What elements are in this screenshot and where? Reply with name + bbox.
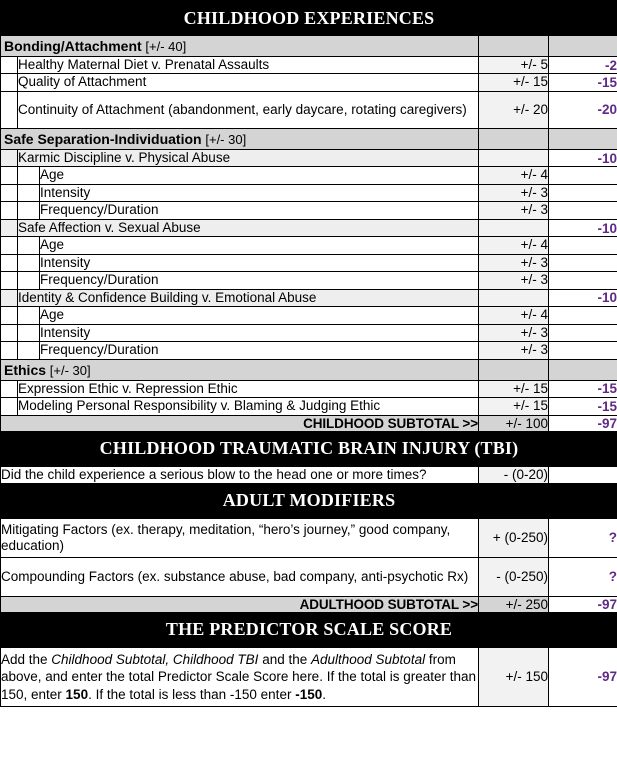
indent-cell: [1, 237, 18, 254]
row-score-karmic-intensity[interactable]: [549, 184, 617, 201]
row-score-compounding-factors[interactable]: ?: [549, 557, 617, 596]
indent-cell-2: [18, 254, 40, 271]
subtotal-row-childhood: [1, 415, 617, 431]
subtotal-score-childhood[interactable]: -97: [549, 415, 617, 431]
section-name-bonding: Bonding/Attachment: [4, 38, 142, 54]
section-header-ethics-range-cell: [479, 359, 549, 380]
row-label-identity-intensity: Intensity: [40, 324, 479, 341]
subtotal-range-childhood: +/- 100: [479, 415, 549, 431]
row-range-affection-age: +/- 4: [479, 237, 549, 254]
indent-cell: [1, 398, 18, 415]
banner-adult-modifiers: ADULT MODIFIERS: [1, 483, 617, 518]
indent-cell-2: [18, 184, 40, 201]
row-score-karmic-discipline[interactable]: -10: [549, 149, 617, 166]
indent-cell: [1, 254, 18, 271]
row-label-expression-ethic: Expression Ethic v. Repression Ethic: [18, 380, 479, 397]
section-header-ethics-score-cell: [549, 359, 617, 380]
row-label-karmic-discipline: Karmic Discipline v. Physical Abuse: [18, 149, 479, 166]
indent-cell-2: [18, 324, 40, 341]
row-range-karmic-age: +/- 4: [479, 167, 549, 184]
predictor-text-part1: Add the: [1, 651, 52, 667]
subtotal-row-adulthood: [1, 596, 617, 612]
row-score-identity-confidence[interactable]: -10: [549, 289, 617, 306]
table-row: [1, 380, 617, 397]
row-label-healthy-maternal-diet: Healthy Maternal Diet v. Prenatal Assaults: [18, 57, 479, 74]
row-label-karmic-age: Age: [40, 167, 479, 184]
banner-row-predictor-scale-score: [1, 612, 617, 647]
section-header-bonding: [1, 36, 617, 57]
indent-cell-2: [18, 272, 40, 289]
section-header-safe-separation-range-cell: [479, 128, 549, 149]
predictor-emphasis-adulthood: Adulthood Subtotal: [310, 651, 426, 667]
indent-cell: [1, 91, 18, 128]
table-row: [1, 57, 617, 74]
table-row: [1, 74, 617, 91]
row-label-mitigating-factors: Mitigating Factors (ex. therapy, meditation, “hero’s journey,” good company, education): [1, 518, 479, 557]
indent-cell-2: [18, 237, 40, 254]
row-range-expression-ethic: +/- 15: [479, 380, 549, 397]
indent-cell-2: [18, 307, 40, 324]
row-range-affection-intensity: +/- 3: [479, 254, 549, 271]
table-row: [1, 307, 617, 324]
subtotal-range-adulthood: +/- 250: [479, 596, 549, 612]
predictor-text-part2: and the: [258, 651, 311, 667]
table-row: [1, 219, 617, 236]
section-header-safe-separation: [1, 128, 617, 149]
row-score-identity-intensity[interactable]: [549, 324, 617, 341]
table-row: [1, 466, 617, 483]
table-row: [1, 557, 617, 596]
section-header-bonding-score-cell: [549, 36, 617, 57]
banner-row-childhood-tbi: [1, 431, 617, 466]
predictor-text-part3: from above, and enter the total Predictor Scale Score here. If the total is greater than 150, enter: [1, 651, 477, 702]
predictor-text-part4: . If the total is less than -150 enter: [88, 686, 296, 702]
row-score-affection-frequency[interactable]: [549, 272, 617, 289]
table-row: [1, 324, 617, 341]
indent-cell: [1, 380, 18, 397]
row-label-identity-frequency: Frequency/Duration: [40, 342, 479, 359]
table-row: [1, 254, 617, 271]
section-header-safe-separation-score-cell: [549, 128, 617, 149]
row-label-affection-frequency: Frequency/Duration: [40, 272, 479, 289]
row-range-affection-frequency: +/- 3: [479, 272, 549, 289]
row-label-identity-age: Age: [40, 307, 479, 324]
row-label-continuity-of-attachment: Continuity of Attachment (abandonment, early daycare, rotating caregivers): [18, 91, 479, 128]
row-range-continuity-of-attachment: +/- 20: [479, 91, 549, 128]
subtotal-label-childhood: CHILDHOOD SUBTOTAL >>: [1, 415, 479, 431]
table-row: [1, 91, 617, 128]
section-range-safe-separation: [+/- 30]: [205, 131, 247, 147]
row-range-quality-of-attachment: +/- 15: [479, 74, 549, 91]
row-range-compounding-factors: - (0-250): [479, 557, 549, 596]
indent-cell: [1, 289, 18, 306]
predictor-row: [1, 647, 617, 706]
table-row: [1, 202, 617, 219]
banner-predictor-scale-score: THE PREDICTOR SCALE SCORE: [1, 612, 617, 647]
predictor-strong-lower-bound: -150: [295, 686, 323, 702]
row-label-modeling-responsibility: Modeling Personal Responsibility v. Blaming & Judging Ethic: [18, 398, 479, 415]
row-range-karmic-intensity: +/- 3: [479, 184, 549, 201]
banner-childhood-experiences: CHILDHOOD EXPERIENCES: [1, 1, 617, 36]
indent-cell: [1, 324, 18, 341]
row-label-identity-confidence: Identity & Confidence Building v. Emotional Abuse: [18, 289, 479, 306]
banner-row-adult-modifiers: [1, 483, 617, 518]
indent-cell: [1, 307, 18, 324]
section-range-ethics: [+/- 30]: [49, 362, 91, 378]
row-score-safe-affection[interactable]: -10: [549, 219, 617, 236]
section-header-ethics-label: [1, 359, 479, 380]
row-range-karmic-frequency: +/- 3: [479, 202, 549, 219]
row-label-affection-age: Age: [40, 237, 479, 254]
indent-cell: [1, 272, 18, 289]
indent-cell: [1, 74, 18, 91]
row-range-identity-intensity: +/- 3: [479, 324, 549, 341]
section-header-bonding-label: [1, 36, 479, 57]
row-score-affection-intensity[interactable]: [549, 254, 617, 271]
table-row: [1, 149, 617, 166]
row-score-identity-age[interactable]: [549, 307, 617, 324]
row-range-karmic-discipline: [479, 149, 549, 166]
indent-cell: [1, 149, 18, 166]
indent-cell: [1, 167, 18, 184]
row-range-identity-confidence: [479, 289, 549, 306]
table-row: [1, 518, 617, 557]
row-label-affection-intensity: Intensity: [40, 254, 479, 271]
row-range-identity-age: +/- 4: [479, 307, 549, 324]
indent-cell: [1, 202, 18, 219]
section-range-bonding: [+/- 40]: [145, 39, 187, 54]
indent-cell: [1, 342, 18, 359]
indent-cell: [1, 184, 18, 201]
row-score-continuity-of-attachment[interactable]: -20: [549, 91, 617, 128]
section-name-safe-separation: Safe Separation-Individuation: [4, 130, 202, 147]
row-label-safe-affection: Safe Affection v. Sexual Abuse: [18, 219, 479, 236]
indent-cell-2: [18, 167, 40, 184]
row-score-expression-ethic[interactable]: -15: [549, 380, 617, 397]
table-row: [1, 167, 617, 184]
row-range-identity-frequency: +/- 3: [479, 342, 549, 359]
row-label-quality-of-attachment: Quality of Attachment: [18, 74, 479, 91]
row-score-identity-frequency[interactable]: [549, 342, 617, 359]
row-range-tbi-question: - (0-20): [479, 466, 549, 483]
table-row: [1, 237, 617, 254]
section-name-ethics: Ethics: [4, 361, 47, 378]
row-score-healthy-maternal-diet[interactable]: -2: [549, 57, 617, 74]
table-row: [1, 184, 617, 201]
subtotal-score-adulthood[interactable]: -97: [549, 596, 617, 612]
section-header-safe-separation-label: [1, 128, 479, 149]
row-score-karmic-age[interactable]: [549, 167, 617, 184]
table-row: [1, 398, 617, 415]
row-score-karmic-frequency[interactable]: [549, 202, 617, 219]
row-label-tbi-question: Did the child experience a serious blow to the head one or more times?: [1, 466, 479, 483]
predictor-text-part5: .: [322, 686, 326, 702]
row-range-mitigating-factors: + (0-250): [479, 518, 549, 557]
section-header-ethics: [1, 359, 617, 380]
predictor-emphasis-childhood: Childhood Subtotal, Childhood TBI: [51, 651, 259, 667]
row-score-affection-age[interactable]: [549, 237, 617, 254]
row-score-modeling-responsibility[interactable]: -15: [549, 398, 617, 415]
indent-cell-2: [18, 202, 40, 219]
predictor-range: +/- 150: [479, 647, 549, 706]
predictor-score[interactable]: -97: [549, 647, 617, 706]
banner-childhood-tbi: CHILDHOOD TRAUMATIC BRAIN INJURY (TBI): [1, 431, 617, 466]
subtotal-label-adulthood: ADULTHOOD SUBTOTAL >>: [1, 596, 479, 612]
table-row: [1, 342, 617, 359]
row-range-safe-affection: [479, 219, 549, 236]
predictor-instruction: [1, 647, 479, 706]
table-row: [1, 289, 617, 306]
indent-cell: [1, 57, 18, 74]
banner-row-childhood-experiences: [1, 1, 617, 36]
indent-cell-2: [18, 342, 40, 359]
predictor-strong-upper-bound: 150: [65, 686, 89, 702]
table-row: [1, 272, 617, 289]
section-header-bonding-range-cell: [479, 36, 549, 57]
row-label-compounding-factors: Compounding Factors (ex. substance abuse, bad company, anti-psychotic Rx): [1, 557, 479, 596]
row-label-karmic-frequency: Frequency/Duration: [40, 202, 479, 219]
row-range-modeling-responsibility: +/- 15: [479, 398, 549, 415]
row-score-mitigating-factors[interactable]: ?: [549, 518, 617, 557]
row-score-quality-of-attachment[interactable]: -15: [549, 74, 617, 91]
row-label-karmic-intensity: Intensity: [40, 184, 479, 201]
indent-cell: [1, 219, 18, 236]
row-score-tbi-question[interactable]: [549, 466, 617, 483]
row-range-healthy-maternal-diet: +/- 5: [479, 57, 549, 74]
